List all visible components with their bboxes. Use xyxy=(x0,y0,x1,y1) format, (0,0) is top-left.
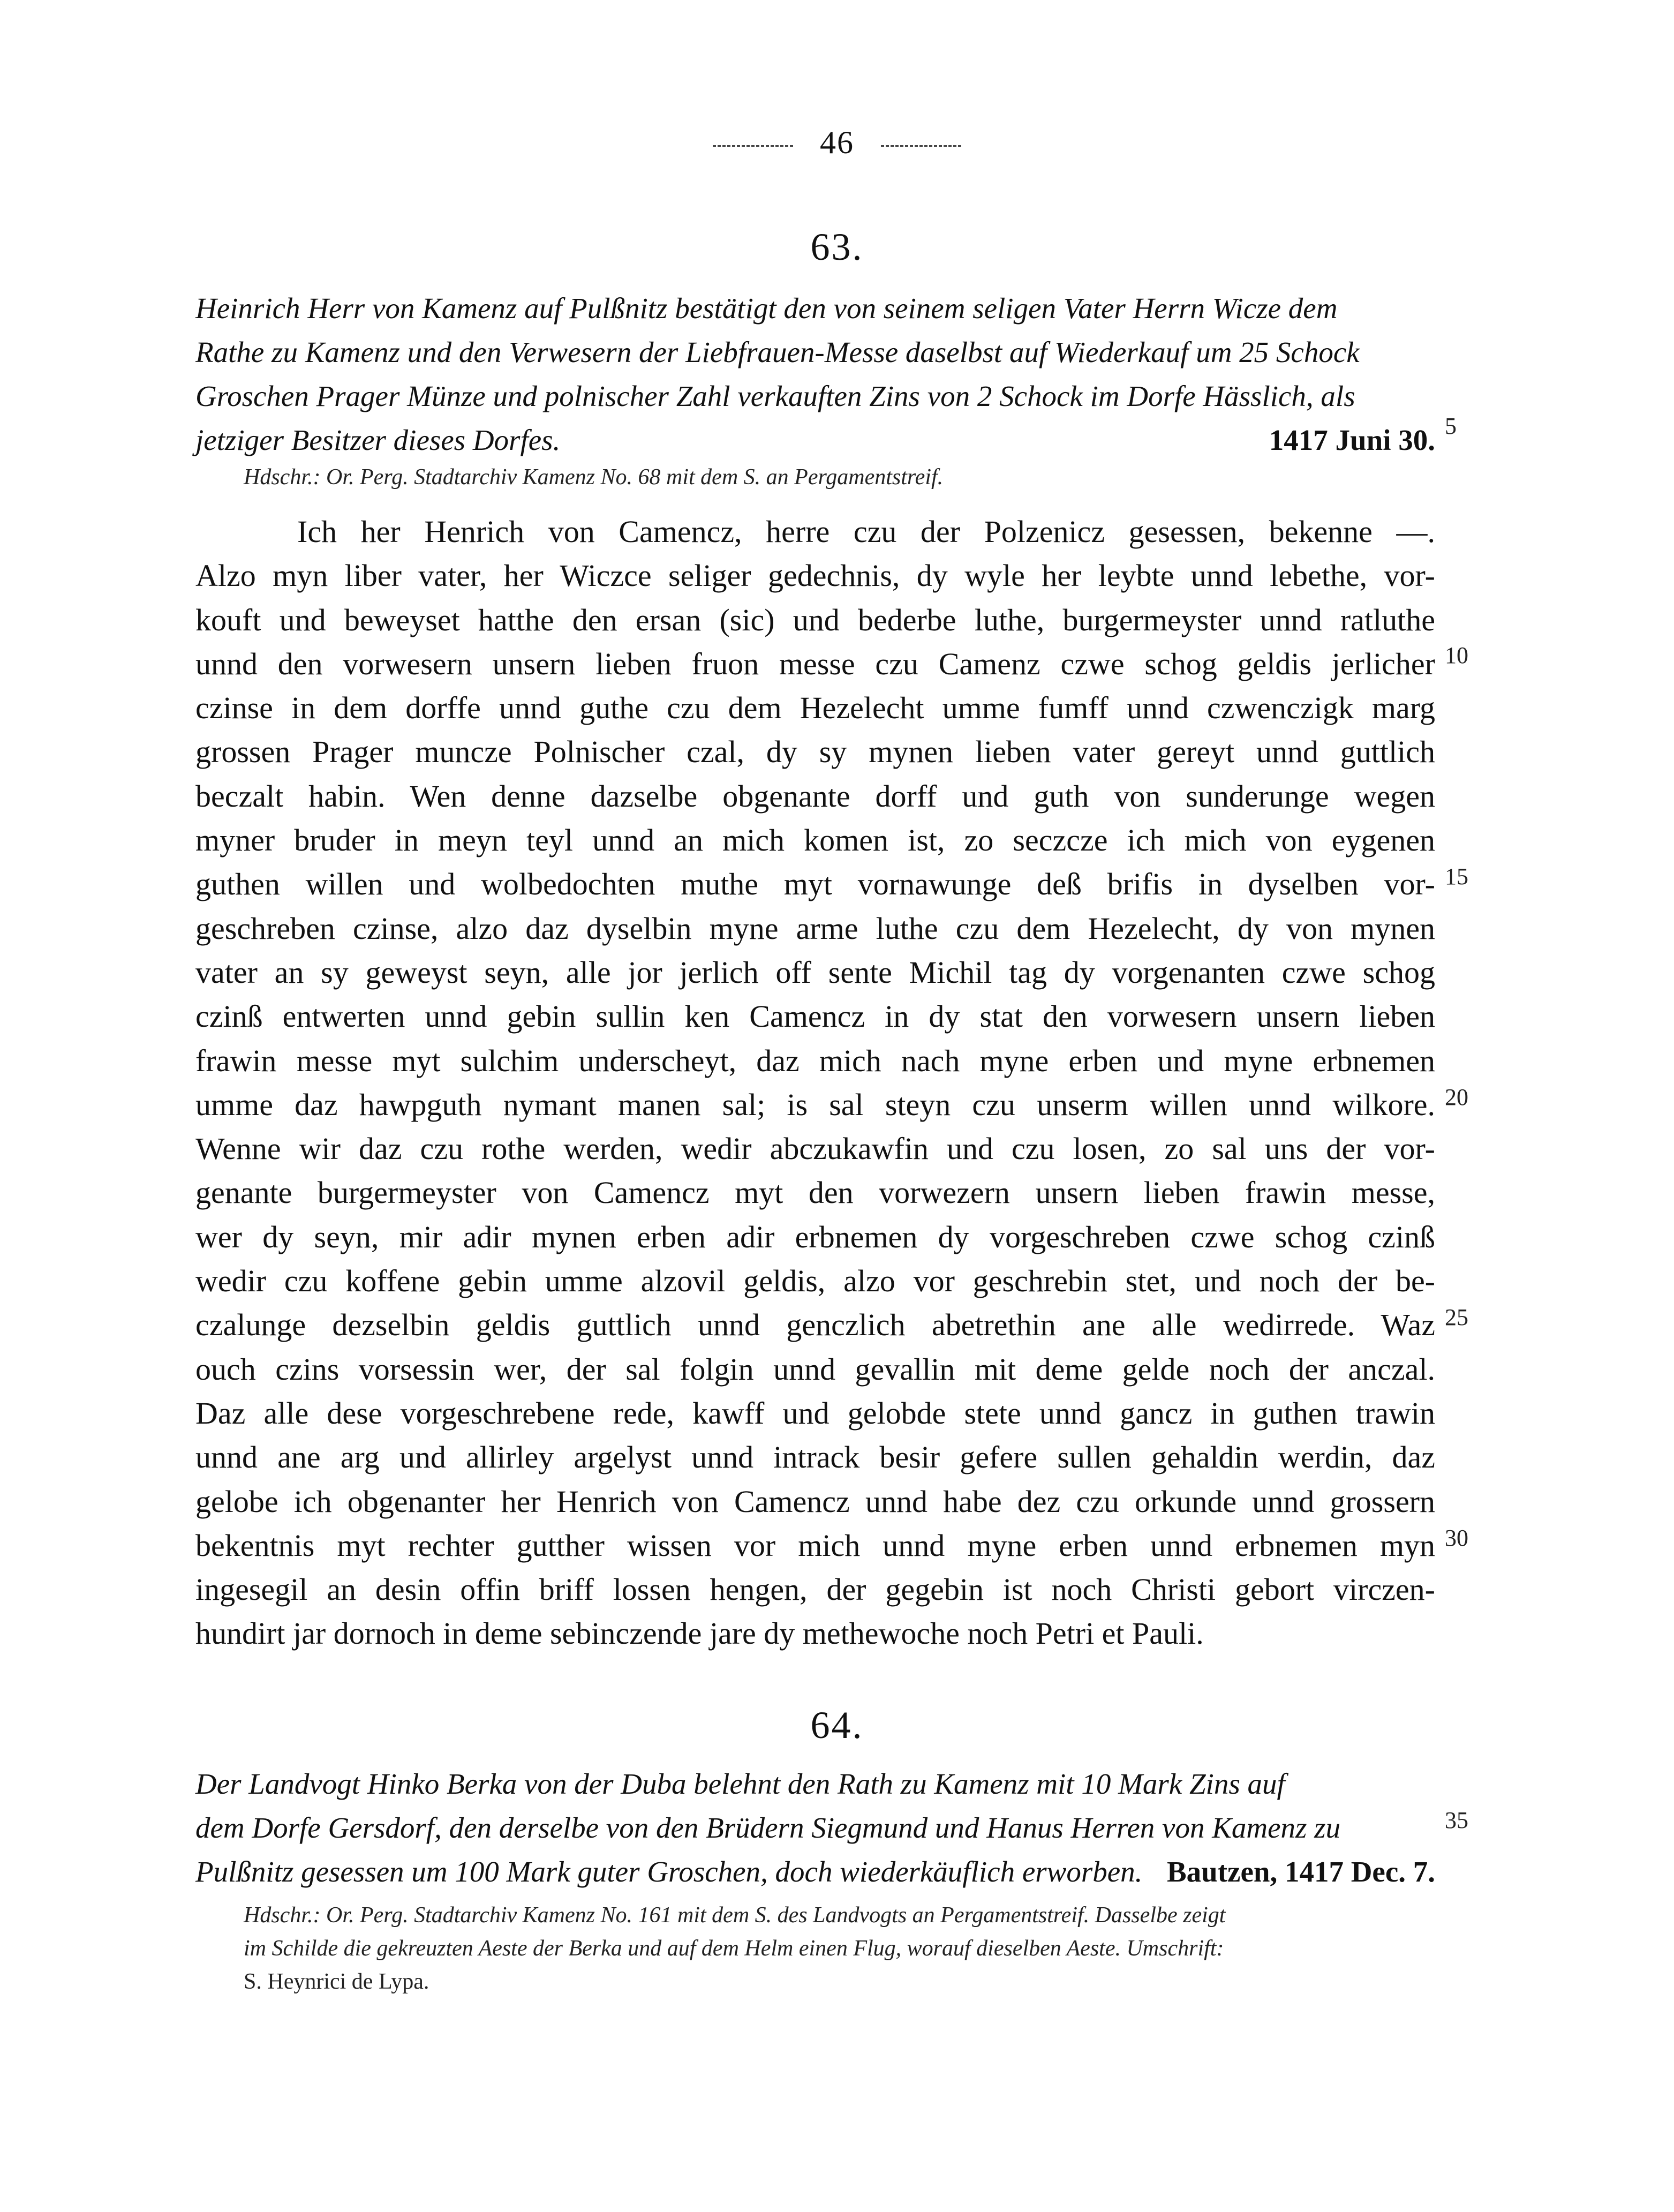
page-number-dash-left xyxy=(713,145,793,147)
body-line: vater an sy geweyst seyn, alle jor jerlich off sente Michil tag dy vorgenanten czwe schog xyxy=(195,954,1435,990)
body-line: unnd ane arg und allirley argelyst unnd intrack besir gefere sullen gehaldin werdin, daz xyxy=(195,1440,1435,1475)
body-line: unnd den vorwesern unsern lieben fruon messe czu Camenz czwe schog geldis jerlicher xyxy=(195,646,1435,681)
margin-line-number: 25 xyxy=(1445,1304,1468,1330)
source-note-64 xyxy=(244,1899,1435,1998)
body-line: czalunge dezselbin geldis guttlich unnd genczlich abetrethin ane alle wedirrede. Waz xyxy=(195,1307,1435,1343)
body-line: Alzo myn liber vater, her Wiczce seliger gedechnis, dy wyle her leybte unnd lebethe, vor- xyxy=(195,558,1435,593)
body-line: grossen Prager muncze Polnischer czal, dy sy mynen lieben vater gereyt unnd guttlich xyxy=(195,734,1435,770)
body-line: Ich her Henrich von Camencz, herre czu der Polzenicz gesessen, bekenne —. xyxy=(297,514,1435,549)
body-line: ingesegil an desin offin briff lossen hengen, der gegebin ist noch Christi gebort virczen- xyxy=(195,1572,1435,1607)
body-line: myner bruder in meyn teyl unnd an mich komen ist, zo seczcze ich mich von eygenen xyxy=(195,823,1435,858)
body-line: beczalt habin. Wen denne dazselbe obgenante dorff und guth von sunderunge wegen xyxy=(195,778,1435,814)
margin-line-number: 5 xyxy=(1445,413,1457,439)
body-line: geschreben czinse, alzo daz dyselbin myne arme luthe czu dem Hezelecht, dy von mynen xyxy=(195,911,1435,946)
body-line: guthen willen und wolbedochten muthe myt vornawunge deß brifis in dyselben vor- xyxy=(195,867,1435,902)
margin-line-number: 20 xyxy=(1445,1084,1468,1110)
regest-line: Heinrich Herr von Kamenz auf Pulßnitz bestätigt den von seinem seligen Vater Herrn Wicze dem xyxy=(195,292,1338,325)
body-line: czinß entwerten unnd gebin sullin ken Camencz in dy stat den vorwesern unsern lieben xyxy=(195,999,1435,1034)
source-note-63: Hdschr.: Or. Perg. Stadtarchiv Kamenz No. 68 mit dem S. an Pergamentstreif. xyxy=(244,465,944,490)
seal-legend: S. Heynrici de Lypa. xyxy=(244,1969,429,1994)
document-date: Bautzen, 1417 Dec. 7. xyxy=(1166,1855,1435,1888)
page-number xyxy=(0,124,1674,161)
body-line: umme daz hawpguth nymant manen sal; is sal steyn czu unserm willen unnd wilkore. xyxy=(195,1087,1435,1122)
page-number-value: 46 xyxy=(820,125,854,160)
source-line: im Schilde die gekreuzten Aeste der Berka und auf dem Helm einen Flug, worauf dieselben Aeste. Umschrift: xyxy=(244,1936,1224,1961)
source-line: Hdschr.: Or. Perg. Stadtarchiv Kamenz No. 161 mit dem S. des Landvogts an Pergamentstreif. Dasselbe zeigt xyxy=(244,1903,1226,1928)
margin-line-number: 15 xyxy=(1445,863,1468,890)
document-number-64: 64. xyxy=(810,1704,864,1747)
document-date: 1417 Juni 30. xyxy=(1269,424,1435,456)
document-number-63: 63. xyxy=(810,225,864,268)
body-line: hundirt jar dornoch in deme sebinczende jare dy methewoche noch Petri et Pauli. xyxy=(195,1616,1204,1651)
body-line: czinse in dem dorffe unnd guthe czu dem Hezelecht umme fumff unnd czwenczigk marg xyxy=(195,690,1435,726)
regest-line-last: 1417 Juni 30. jetziger Besitzer dieses Dorfes. xyxy=(195,418,1435,462)
regest-line: Der Landvogt Hinko Berka von der Duba belehnt den Rath zu Kamenz mit 10 Mark Zins auf xyxy=(195,1767,1285,1800)
page-number-dash-right xyxy=(881,145,961,147)
body-line: ouch czins vorsessin wer, der sal folgin unnd gevallin mit deme gelde noch der anczal. xyxy=(195,1351,1435,1387)
regest-line: dem Dorfe Gersdorf, den derselbe von den Brüdern Siegmund und Hanus Herren von Kamenz zu xyxy=(195,1811,1341,1844)
regest-64 xyxy=(195,1762,1435,1894)
margin-line-number: 35 xyxy=(1445,1807,1468,1833)
regest-63 xyxy=(195,287,1435,462)
body-line: wedir czu koffene gebin umme alzovil geldis, alzo vor geschrebin stet, und noch der be- xyxy=(195,1263,1435,1299)
regest-line: Rathe zu Kamenz und den Verwesern der Liebfrauen-Messe daselbst auf Wiederkauf um 25 Schock xyxy=(195,336,1360,368)
regest-line-last: Bautzen, 1417 Dec. 7. Pulßnitz gesessen um 100 Mark guter Groschen, doch wiederkäuflich erworben. xyxy=(195,1850,1435,1894)
body-line: bekentnis myt rechter gutther wissen vor mich unnd myne erben unnd erbnemen myn xyxy=(195,1528,1435,1563)
body-text-63 xyxy=(195,510,1435,1656)
regest-line: Groschen Prager Münze und polnischer Zahl verkauften Zins von 2 Schock im Dorfe Hässlich, als xyxy=(195,380,1355,412)
body-line: kouft und beweyset hatthe den ersan (sic) und bederbe luthe, burgermeyster unnd ratluthe xyxy=(195,602,1435,637)
body-line: wer dy seyn, mir adir mynen erben adir erbnemen dy vorgeschreben czwe schog czinß xyxy=(195,1219,1435,1254)
margin-line-number: 30 xyxy=(1445,1525,1468,1551)
margin-line-number: 10 xyxy=(1445,642,1468,668)
body-line: gelobe ich obgenanter her Henrich von Camencz unnd habe dez czu orkunde unnd grossern xyxy=(195,1484,1435,1519)
body-line: genante burgermeyster von Camencz myt den vorwezern unsern lieben frawin messe, xyxy=(195,1175,1435,1210)
body-line: Wenne wir daz czu rothe werden, wedir abczukawfin und czu losen, zo sal uns der vor- xyxy=(195,1131,1435,1167)
body-line: frawin messe myt sulchim underscheyt, daz mich nach myne erben und myne erbnemen xyxy=(195,1043,1435,1078)
body-line: Daz alle dese vorgeschrebene rede, kawff und gelobde stete unnd gancz in guthen trawin xyxy=(195,1395,1435,1431)
